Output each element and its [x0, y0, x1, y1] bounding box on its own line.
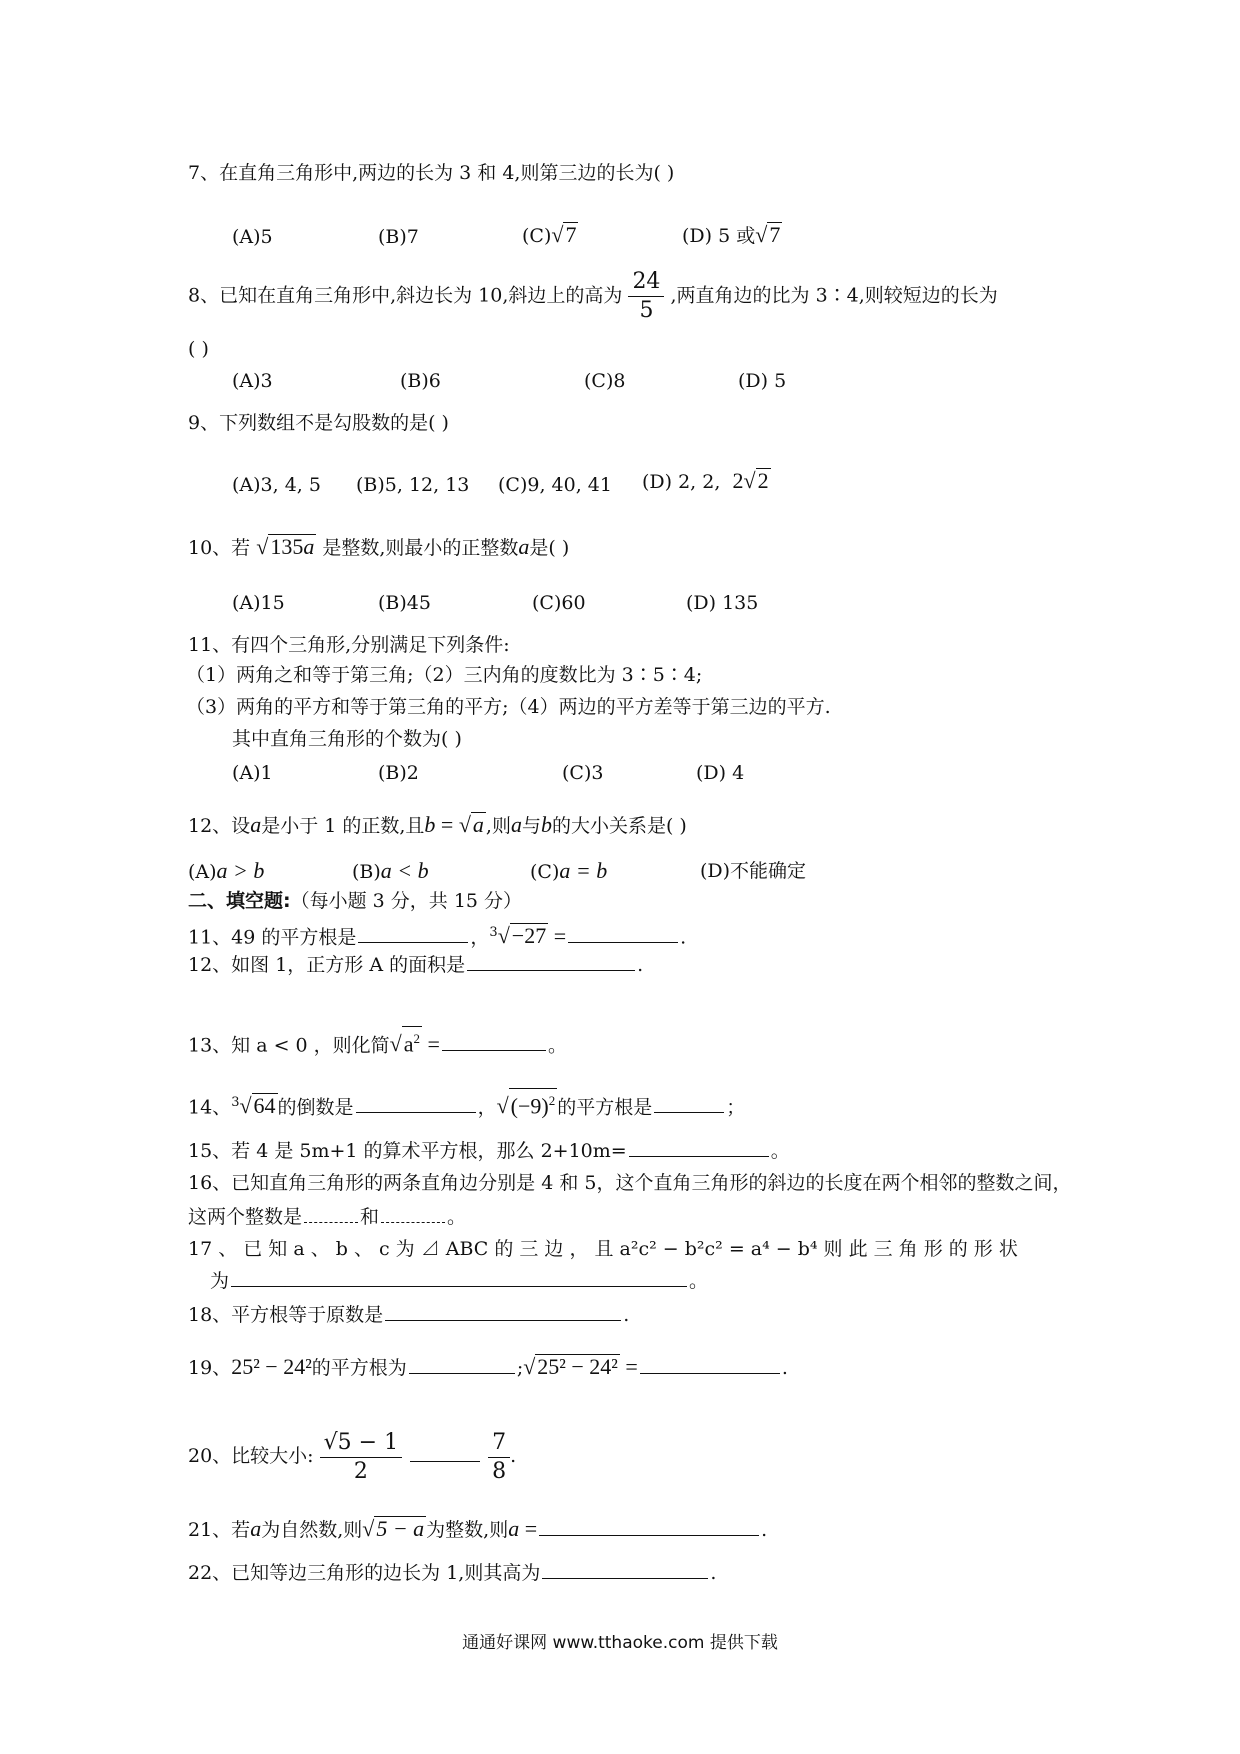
- q8-paren: ( ): [188, 338, 209, 360]
- q11-option-a: (A)1: [232, 762, 273, 784]
- q9-stem: 9、下列数组不是勾股数的是( ): [188, 412, 449, 434]
- q8-option-d: (D) 5: [738, 370, 787, 392]
- fill-19: 19、25² − 24²的平方根为 ;√25² − 24² = .: [188, 1354, 788, 1379]
- q10-option-d: (D) 135: [686, 592, 759, 614]
- fill-20-blank[interactable]: [410, 1443, 480, 1462]
- fill-19-blank-2[interactable]: [640, 1355, 780, 1374]
- q11-stem: 11、有四个三角形,分别满足下列条件:: [188, 634, 510, 656]
- q10-stem: 10、若 √135a 是整数,则最小的正整数a是( ): [188, 534, 570, 559]
- fill-14-blank-1[interactable]: [356, 1094, 476, 1113]
- fill-20-fraction-right: $\frac{7}{8}$: [488, 1429, 510, 1486]
- fill-13-blank[interactable]: [442, 1032, 546, 1051]
- fill-22: 22、已知等边三角形的边长为 1,则其高为 .: [188, 1562, 717, 1584]
- fill-16-blank-2[interactable]: [381, 1204, 445, 1223]
- fill-12-blank[interactable]: [467, 952, 635, 971]
- fill-17-blank[interactable]: [231, 1268, 687, 1287]
- q7-option-d: (D) 5 或√7: [682, 222, 781, 247]
- q12-stem: 12、设a是小于 1 的正数,且b = √a ,则a与b的大小关系是( ): [188, 812, 687, 837]
- q9-option-a: (A)3, 4, 5: [232, 474, 321, 496]
- q11-question: 其中直角三角形的个数为( ): [232, 728, 462, 750]
- fill-12: 12、如图 1，正方形 A 的面积是 .: [188, 954, 644, 976]
- fill-18-blank[interactable]: [385, 1302, 621, 1321]
- q8-stem: 8、已知在直角三角形中,斜边长为 10,斜边上的高为 $\frac{24}{5}$ ,两直角边的比为 3∶4,则较短边的长为: [188, 269, 998, 323]
- q12-option-d: (D)不能确定: [700, 860, 807, 882]
- q12-option-a: (A)a > b: [188, 858, 265, 883]
- fill-14-blank-2[interactable]: [654, 1094, 724, 1113]
- fill-21: 21、若a为自然数,则√5 − a 为整数,则a = .: [188, 1516, 768, 1541]
- fill-11: 11、49 的平方根是 ，$^3$√−27 = .: [188, 923, 687, 949]
- fill-13: 13、知 a < 0 ，则化简$√a^2$ = 。: [188, 1026, 567, 1058]
- fill-14: 14、$^3$√64 的倒数是 ，$√(-9)^2$ 的平方根是 ；: [188, 1088, 745, 1120]
- q12-option-b: (B)a < b: [352, 858, 429, 883]
- page-footer: 通通好课网 www.tthaoke.com 提供下载: [462, 1633, 778, 1653]
- fill-16-blank-1[interactable]: [304, 1204, 358, 1223]
- fill-21-blank[interactable]: [539, 1517, 759, 1536]
- q9-option-c: (C)9, 40, 41: [498, 474, 612, 496]
- q7-option-c: (C)√7: [522, 222, 577, 247]
- q11-conditions-1: （1）两角之和等于第三角;（2）三内角的度数比为 3∶5∶4;: [186, 664, 703, 686]
- fill-15-blank[interactable]: [629, 1138, 769, 1157]
- fill-16-line-2: 这两个整数是 和 。: [188, 1206, 467, 1228]
- fill-18: 18、平方根等于原数是 .: [188, 1304, 630, 1326]
- q9-option-d: (D) 2, 2, 2√2: [642, 468, 769, 493]
- q7-stem: 7、在直角三角形中,两边的长为 3 和 4,则第三边的长为( ): [188, 162, 675, 184]
- q10-option-a: (A)15: [232, 592, 285, 614]
- q10-option-c: (C)60: [532, 592, 586, 614]
- fill-20-fraction-left: $\frac{√5 - 1}{2}$: [320, 1429, 402, 1486]
- q8-option-a: (A)3: [232, 370, 273, 392]
- q7-option-b: (B)7: [378, 226, 419, 248]
- fill-20: 20、比较大小: $\frac{√5 - 1}{2}$ $\frac{7}{8}$ .: [188, 1429, 517, 1484]
- q8-fraction: $\frac{24}{5}$: [628, 268, 664, 325]
- q10-option-b: (B)45: [378, 592, 431, 614]
- q11-conditions-2: （3）两角的平方和等于第三角的平方;（4）两边的平方差等于第三边的平方.: [186, 696, 831, 718]
- fill-17-line-2: 为 。: [210, 1270, 709, 1292]
- fill-15: 15、若 4 是 5m+1 的算术平方根，那么 2+10m= 。: [188, 1140, 790, 1162]
- fill-16-line-1: 16、已知直角三角形的两条直角边分别是 4 和 5，这个直角三角形的斜边的长度在两个相邻的整数之间，: [188, 1172, 1072, 1194]
- fill-22-blank[interactable]: [542, 1560, 708, 1579]
- q8-option-c: (C)8: [584, 370, 626, 392]
- fill-11-blank-2[interactable]: [568, 924, 678, 943]
- fill-17-line-1: 17 、 已 知 a 、 b 、 c 为 ⊿ ABC 的 三 边 ， 且 a²c² − b²c² = a⁴ − b⁴ 则 此 三 角 形 的 形 状: [188, 1238, 1018, 1260]
- q7-option-a: (A)5: [232, 226, 273, 248]
- q12-option-c: (C)a = b: [530, 858, 608, 883]
- fill-11-blank-1[interactable]: [358, 924, 468, 943]
- q9-option-b: (B)5, 12, 13: [356, 474, 470, 496]
- q11-option-c: (C)3: [562, 762, 604, 784]
- q11-option-d: (D) 4: [696, 762, 745, 784]
- section-2-heading: 二、填空题:（每小题 3 分，共 15 分）: [188, 890, 523, 912]
- fill-19-blank-1[interactable]: [409, 1355, 515, 1374]
- q8-option-b: (B)6: [400, 370, 441, 392]
- q11-option-b: (B)2: [378, 762, 419, 784]
